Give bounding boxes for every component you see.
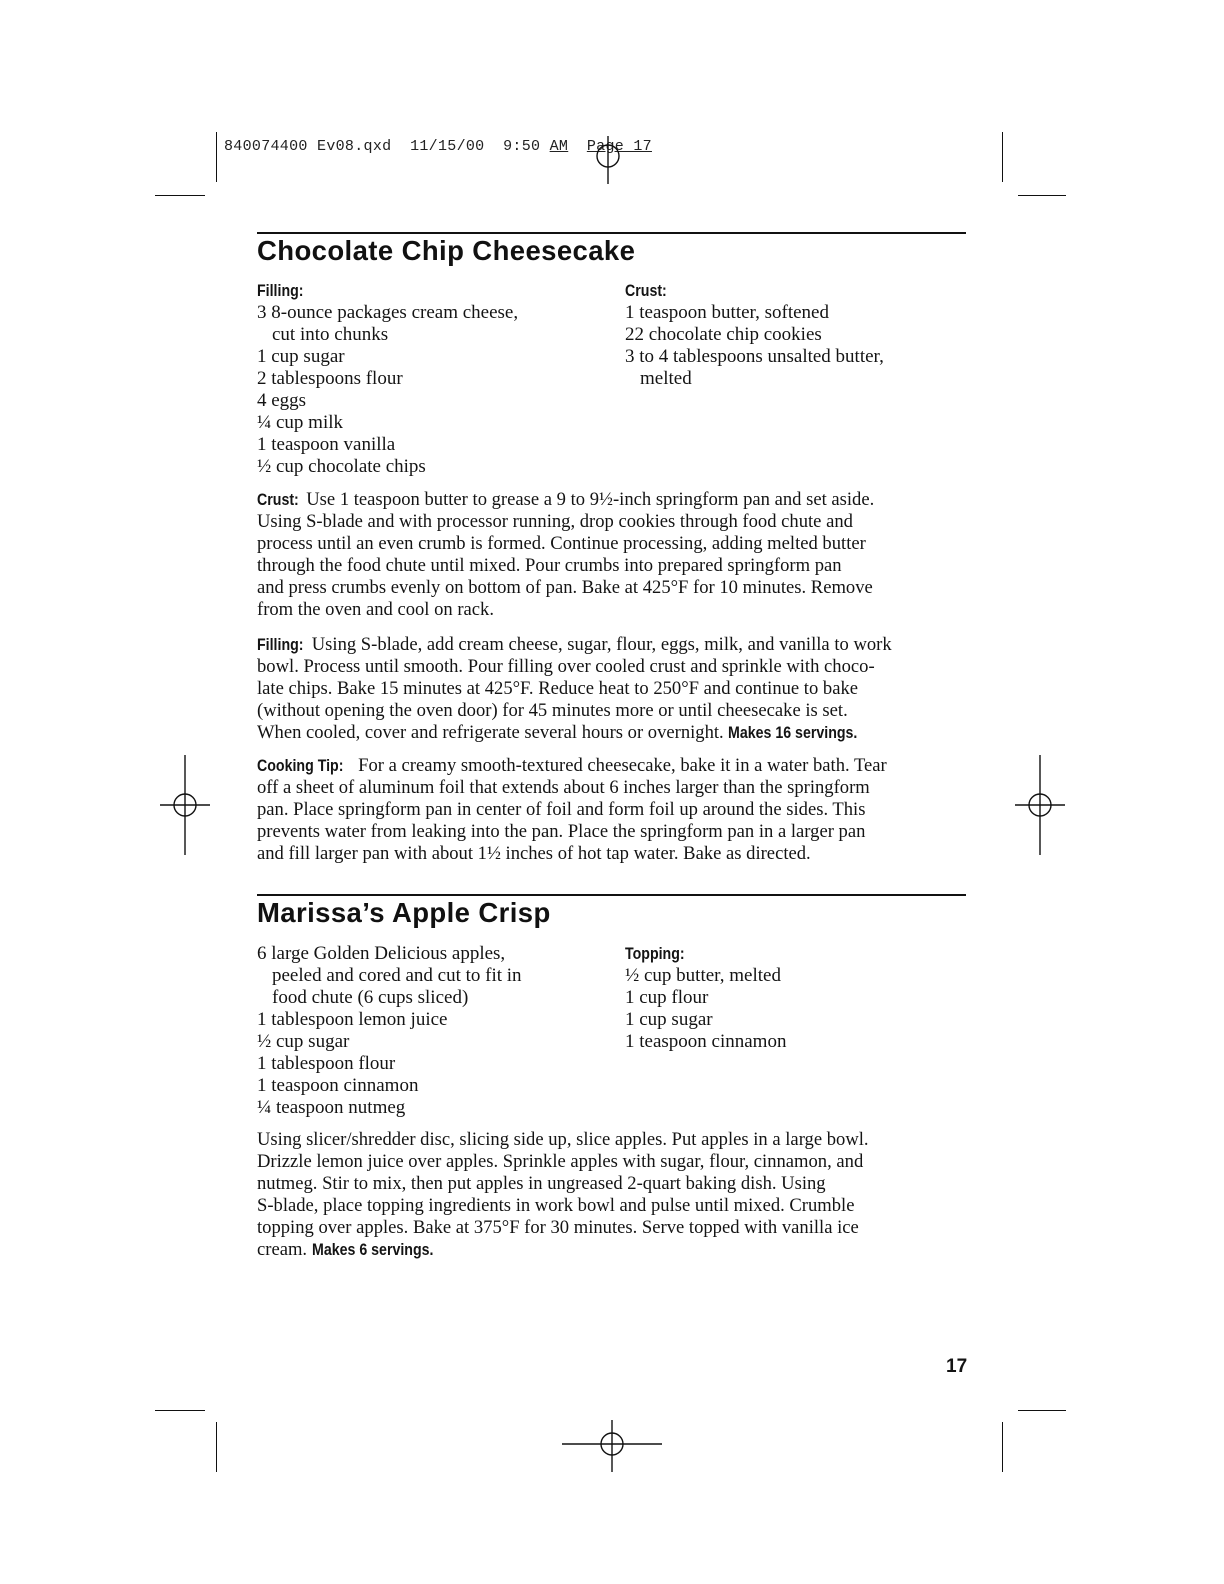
crop-mark	[216, 1422, 217, 1472]
apple-crisp-directions	[257, 1129, 969, 1261]
ingredient-line: ¼ cup milk	[257, 412, 344, 433]
direction-line: When cooled, cover and refrigerate several hours or overnight.	[257, 722, 724, 743]
direction-line: late chips. Bake 15 minutes at 425°F. Reduce heat to 250°F and continue to bake	[257, 678, 859, 699]
direction-line: nutmeg. Stir to mix, then put apples in ungreased 2-quart baking dish. Using	[257, 1173, 826, 1194]
direction-line: Use 1 teaspoon butter to grease a 9 to 9½-inch springform pan and set aside.	[306, 489, 875, 510]
registration-mark-icon	[588, 136, 628, 188]
direction-line: Drizzle lemon juice over apples. Sprinkle apples with sugar, flour, cinnamon, and	[257, 1151, 864, 1172]
crust-label: Crust:	[257, 491, 299, 509]
direction-line: bowl. Process until smooth. Pour filling over cooled crust and sprinkle with choco-	[257, 656, 875, 677]
crust-ingredients	[625, 280, 884, 390]
direction-line: (without opening the oven door) for 45 minutes more or until cheesecake is set.	[257, 700, 848, 721]
ingredient-line: 6 large Golden Delicious apples,	[257, 943, 506, 964]
servings: Makes 16 servings.	[728, 724, 858, 742]
tip-line: and fill larger pan with about 1½ inches of hot tap water. Bake as directed.	[257, 843, 811, 864]
crop-mark	[1002, 132, 1003, 182]
direction-line: process until an even crumb is formed. Continue processing, adding melted butter	[257, 533, 866, 554]
filling-ingredients	[257, 280, 518, 478]
ingredient-line: ¼ teaspoon nutmeg	[257, 1097, 406, 1118]
ingredient-line: food chute (6 cups sliced)	[272, 987, 469, 1008]
ingredient-line: 1 tablespoon flour	[257, 1053, 396, 1074]
ingredient-line: 22 chocolate chip cookies	[625, 324, 822, 345]
ingredient-line: ½ cup sugar	[257, 1031, 350, 1052]
ingredient-line: 1 teaspoon vanilla	[257, 434, 396, 455]
topping-ingredients	[625, 943, 786, 1053]
tip-line: prevents water from leaking into the pan. Place the springform pan in a larger pan	[257, 821, 866, 842]
direction-line: Using S-blade, add cream cheese, sugar, flour, eggs, milk, and vanilla to work	[311, 634, 892, 655]
direction-line: Using S-blade and with processor running, drop cookies through food chute and	[257, 511, 853, 532]
ingredient-line: 1 tablespoon lemon juice	[257, 1009, 448, 1030]
slug-time: 9:50	[503, 138, 541, 155]
ingredient-line: 1 cup flour	[625, 987, 709, 1008]
crop-mark	[155, 1410, 205, 1411]
ingredient-line: 1 teaspoon butter, softened	[625, 302, 829, 323]
direction-line: and press crumbs evenly on bottom of pan. Bake at 425°F for 10 minutes. Remove	[257, 577, 873, 598]
crop-mark	[1018, 1410, 1066, 1411]
crust-heading: Crust:	[625, 282, 667, 300]
ingredient-line: 3 to 4 tablespoons unsalted butter,	[625, 346, 884, 367]
direction-line: from the oven and cool on rack.	[257, 599, 494, 620]
ingredient-line: cut into chunks	[272, 324, 389, 345]
slug-ampm: AM	[549, 138, 569, 155]
ingredient-line: 1 teaspoon cinnamon	[257, 1075, 419, 1096]
ingredient-line: 1 teaspoon cinnamon	[625, 1031, 787, 1052]
crop-mark	[155, 195, 205, 196]
crop-mark	[1018, 195, 1066, 196]
section-rule	[257, 232, 966, 234]
ingredient-line: ½ cup butter, melted	[625, 965, 781, 986]
filling-directions	[257, 634, 969, 744]
ingredient-line: 3 8-ounce packages cream cheese,	[257, 302, 519, 323]
crop-mark	[216, 132, 217, 182]
tip-label: Cooking Tip:	[257, 757, 344, 775]
cooking-tip	[257, 755, 969, 865]
tip-line: For a creamy smooth-textured cheesecake, bake it in a water bath. Tear	[358, 755, 887, 776]
direction-line: Using slicer/shredder disc, slicing side up, slice apples. Put apples in a large bowl.	[257, 1129, 869, 1150]
tip-line: off a sheet of aluminum foil that extends about 6 inches larger than the springform	[257, 777, 870, 798]
recipe-title: Marissa’s Apple Crisp	[257, 897, 551, 928]
filling-label: Filling:	[257, 636, 304, 654]
slug-date: 11/15/00	[410, 138, 485, 155]
filling-heading: Filling:	[257, 282, 304, 300]
direction-line: cream.	[257, 1239, 308, 1260]
slug-page-label: Page 17	[586, 138, 652, 155]
ingredient-line: 4 eggs	[257, 390, 307, 411]
ingredient-line: peeled and cored and cut to fit in	[272, 965, 522, 986]
ingredient-line: 1 cup sugar	[257, 346, 345, 367]
direction-line: S-blade, place topping ingredients in work bowl and pulse until mixed. Crumble	[257, 1195, 855, 1216]
direction-line: through the food chute until mixed. Pour crumbs into prepared springform pan	[257, 555, 842, 576]
ingredient-line: melted	[640, 368, 692, 389]
ingredient-line: 2 tablespoons flour	[257, 368, 403, 389]
apple-ingredients	[257, 943, 522, 1119]
section-rule	[257, 894, 966, 896]
crop-mark	[1002, 1422, 1003, 1472]
crust-directions	[257, 489, 969, 621]
registration-mark-icon	[160, 755, 210, 855]
recipe-title: Chocolate Chip Cheesecake	[257, 235, 636, 266]
registration-mark-icon	[1015, 755, 1065, 855]
slug-file-id: 840074400	[224, 138, 308, 155]
ingredient-line: 1 cup sugar	[625, 1009, 713, 1030]
tip-line: pan. Place springform pan in center of foil and form foil up around the sides. This	[257, 799, 866, 820]
page-number: 17	[946, 1356, 968, 1377]
slug-file-name: Ev08.qxd	[317, 138, 392, 155]
ingredient-line: ½ cup chocolate chips	[257, 456, 426, 477]
registration-mark-icon	[562, 1420, 662, 1472]
servings: Makes 6 servings.	[311, 1241, 434, 1259]
direction-line: topping over apples. Bake at 375°F for 30 minutes. Serve topped with vanilla ice	[257, 1217, 859, 1238]
topping-heading: Topping:	[625, 945, 685, 963]
